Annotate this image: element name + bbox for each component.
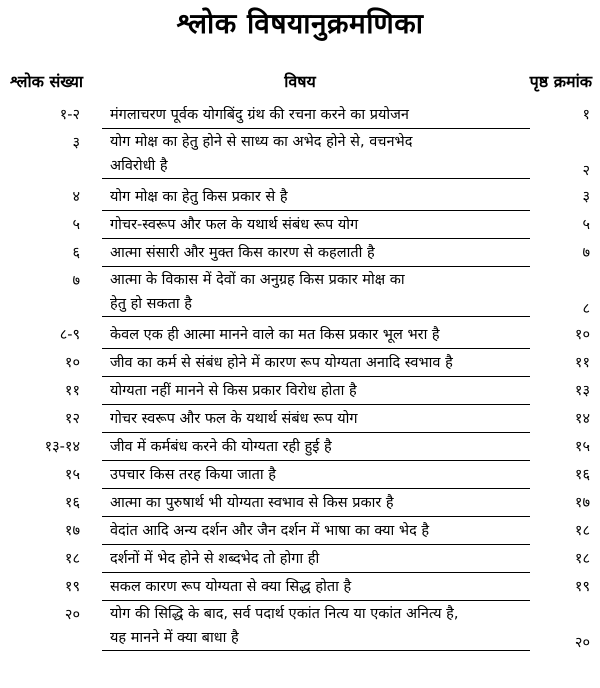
subject-text: यह मानने में क्या बाधा है [110,630,239,646]
subject-cell [102,518,530,545]
subject-cell [102,184,530,211]
subject-text: हेतु हो सकता है [110,296,192,312]
subject-cell [102,602,530,651]
subject-text: योग मोक्ष का हेतु होने से साध्य का अभेद होने से, वचनभेद [110,134,413,150]
table-row [0,130,600,184]
subject-text: आत्मा संसारी और मुक्त किस कारण से कहलाती है [110,245,375,261]
page-number: ७ [582,245,590,261]
subject-cell [102,240,530,267]
table-row [0,434,600,462]
verse-number: ११ [64,383,80,399]
subject-cell [102,378,530,405]
page-number: ११ [574,355,590,371]
table-row [0,184,600,212]
subject-text: केवल एक ही आत्मा मानने वाले का मत किस प्रकार भूल भरा है [110,327,440,343]
page-number: १८ [574,523,590,539]
page-number: १७ [574,495,590,511]
subject-text: गोचर-स्वरूप और फल के यथार्थ संबंध रूप योग [110,217,359,233]
subject-cell [102,102,530,129]
table-row [0,322,600,350]
subject-text: सकल कारण रूप योग्यता से क्या सिद्ध होता है [110,579,352,595]
verse-number: ४ [72,189,80,205]
subject-cell [102,130,530,179]
verse-number: ७ [72,273,80,289]
verse-number: ३ [72,135,80,151]
table-row [0,546,600,574]
table-row [0,490,600,518]
page-number: १४ [574,411,590,427]
page-number: १६ [574,467,590,483]
verse-number: ५ [72,217,80,233]
page-number: १३ [574,383,590,399]
page-number: १० [574,327,590,343]
table-row [0,518,600,546]
verse-number: १९ [64,579,80,595]
page-title: श्लोक विषयानुक्रमणिका [176,7,424,40]
subject-cell [102,546,530,573]
page-number: ३ [582,189,590,205]
subject-text: गोचर स्वरूप और फल के यथार्थ संबंध रूप योग [110,411,358,427]
page-number: ८ [582,301,590,317]
column-header-subject: विषय [284,72,316,91]
subject-cell [102,462,530,489]
page-number: १९ [574,579,590,595]
subject-cell [102,434,530,461]
table-row [0,350,600,378]
verse-number: २० [64,607,80,623]
subject-cell [102,350,530,377]
table-row [0,602,600,656]
subject-text: मंगलाचरण पूर्वक योगबिंदु ग्रंथ की रचना करने का प्रयोजन [110,107,409,123]
verse-number: १२ [64,411,80,427]
page-number: २० [574,635,590,651]
table-row [0,462,600,490]
verse-number: १३-१४ [44,439,80,455]
subject-text: योग्यता नहीं मानने से किस प्रकार विरोध होता है [110,383,357,399]
subject-text: आत्मा का पुरुषार्थ भी योग्यता स्वभाव से किस प्रकार है [110,495,394,511]
subject-text: अविरोधी है [110,158,168,174]
table-row [0,574,600,602]
subject-text: वेदांत आदि अन्य दर्शन और जैन दर्शन में भाषा का क्या भेद है [110,523,430,539]
verse-number: ६ [72,245,80,261]
subject-cell [102,268,530,317]
verse-number: १० [64,355,80,371]
subject-cell [102,574,530,601]
verse-number: १७ [64,523,80,539]
subject-text: योग की सिद्धि के बाद, सर्व पदार्थ एकांत नित्य या एकांत अनित्य है, [110,606,459,622]
index-table [0,102,600,656]
subject-text: दर्शनों में भेद होने से शब्दभेद तो होगा ही [110,551,320,567]
verse-number: ८-९ [59,327,80,343]
page-number: ५ [582,217,590,233]
table-row [0,378,600,406]
page-number: २ [582,163,590,179]
subject-text: उपचार किस तरह किया जाता है [110,467,277,483]
column-header-verse-number: श्लोक संख्या [10,72,84,91]
column-header-page-number: पृष्ठ क्रमांक [529,72,592,91]
page-number: १८ [574,551,590,567]
table-row [0,212,600,240]
subject-text: जीव में कर्मबंध करने की योग्यता रही हुई है [110,439,332,455]
table-row [0,240,600,268]
subject-cell [102,406,530,433]
subject-text: योग मोक्ष का हेतु किस प्रकार से है [110,189,288,205]
verse-number: १८ [64,551,80,567]
verse-number: १-२ [59,107,80,123]
page-number: १ [582,107,590,123]
table-row [0,268,600,322]
table-row [0,102,600,130]
verse-number: १६ [64,495,80,511]
verse-number: १५ [64,467,80,483]
subject-cell [102,212,530,239]
table-row [0,406,600,434]
subject-text: आत्मा के विकास में देवों का अनुग्रह किस प्रकार मोक्ष का [110,272,405,288]
page-number: १५ [574,439,590,455]
subject-cell [102,322,530,349]
subject-cell [102,490,530,517]
subject-text: जीव का कर्म से संबंध होने में कारण रूप योग्यता अनादि स्वभाव है [110,355,453,371]
